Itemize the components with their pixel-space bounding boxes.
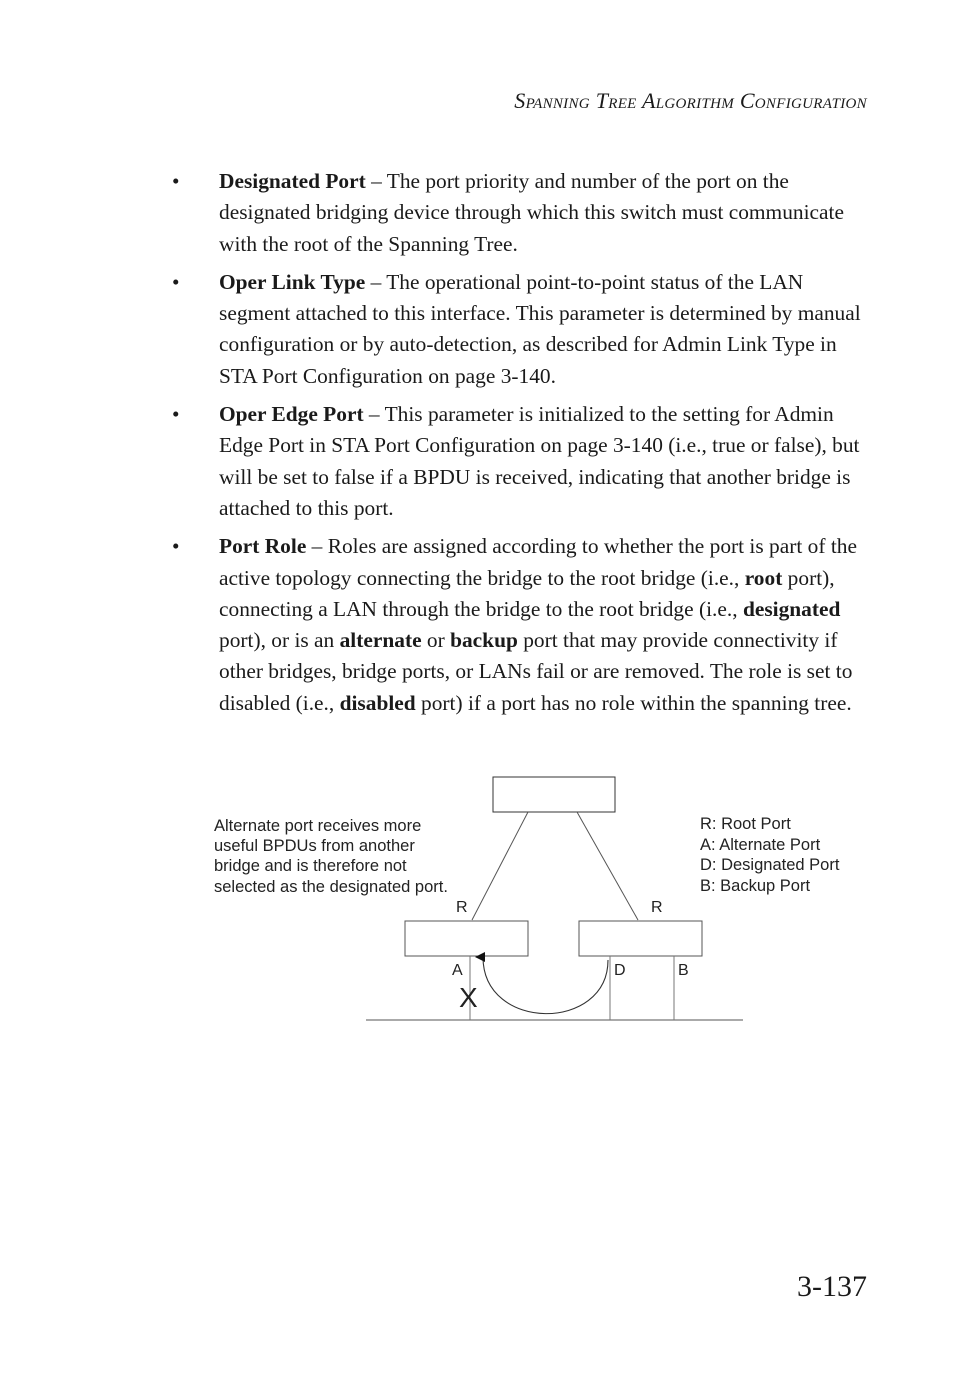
label-designated: D [614, 962, 626, 979]
bold-root: root [744, 565, 783, 590]
item-text [219, 267, 870, 392]
description: – The port priority and number of the port on the designated bridging device through which this switch must communicate with the root of the Spanning Tree. [219, 169, 844, 256]
bullet: • [172, 169, 180, 193]
text-run: – Roles are assigned according to whether the port is part of the active topology connecting the bridge to the root bridge (i.e., [219, 534, 857, 590]
blocked-x-icon: X [459, 982, 478, 1013]
bullet: • [172, 402, 180, 427]
legend-alternate-port: A: Alternate Port [700, 835, 821, 854]
main-content [170, 166, 870, 726]
list-item-designated-port [170, 166, 870, 260]
term: Designated Port [219, 169, 366, 193]
list-item-port-role [170, 531, 870, 719]
bold-disabled: disabled [339, 690, 416, 715]
term: Oper Link Type [219, 269, 366, 294]
running-header: Spanning Tree Algorithm Configuration [514, 88, 867, 113]
link-right [577, 812, 638, 920]
bold-backup: backup [450, 628, 518, 653]
bold-alternate: alternate [339, 628, 422, 653]
bold-designated: designated [742, 596, 841, 621]
legend-root-port: R: Root Port [700, 815, 791, 833]
list-item-oper-link-type [170, 267, 870, 392]
link-left [472, 812, 528, 920]
diagram-note: Alternate port receives more useful BPDUs from another bridge and is therefore not selected as the designated port. [214, 817, 448, 896]
label-left-root: R [456, 899, 468, 916]
root-bridge-box [493, 777, 615, 812]
page-number: 3-137 [797, 1270, 867, 1303]
legend-backup-port: B: Backup Port [700, 876, 811, 895]
list-item-oper-edge-port [170, 399, 870, 524]
right-bridge-box [579, 921, 702, 956]
term: Port Role [219, 534, 307, 559]
text-run: or [421, 628, 451, 653]
item-text [219, 166, 870, 260]
term: Oper Edge Port [219, 402, 364, 427]
label-alternate: A [452, 962, 463, 979]
port-role-diagram [200, 770, 840, 1030]
label-backup: B [678, 962, 689, 979]
item-text [219, 531, 870, 719]
description: – This parameter is initialized to the setting for Admin Edge Port in STA Port Configuration on page 3-140 (i.e., true or false), but will be set to false if a BPDU is received, indicating that another bridge is attached to this port. [219, 402, 860, 520]
item-text [219, 399, 870, 524]
legend-designated-port: D: Designated Port [700, 856, 840, 874]
text-run: port), connecting a LAN through the bridge to the root bridge (i.e., [219, 565, 835, 621]
topology-svg [200, 770, 760, 1030]
text-run: port that may provide connectivity if other bridges, bridge ports, or LANs fail or are removed. The role is set to disabled (i.e., [219, 628, 853, 715]
text-run: port) if a port has no role within the spanning tree. [415, 690, 852, 715]
bullet: • [172, 269, 180, 294]
text-run: port), or is an [219, 628, 340, 653]
description: – The operational point-to-point status of the LAN segment attached to this interface. This parameter is determined by manual configuration or by auto-detection, as described for Admin Link Type in STA Port Configuration on page 3-140. [219, 269, 861, 388]
bpdu-arrow [483, 957, 608, 1014]
bullet: • [172, 534, 180, 559]
left-bridge-box [405, 921, 528, 956]
label-right-root: R [651, 899, 663, 916]
